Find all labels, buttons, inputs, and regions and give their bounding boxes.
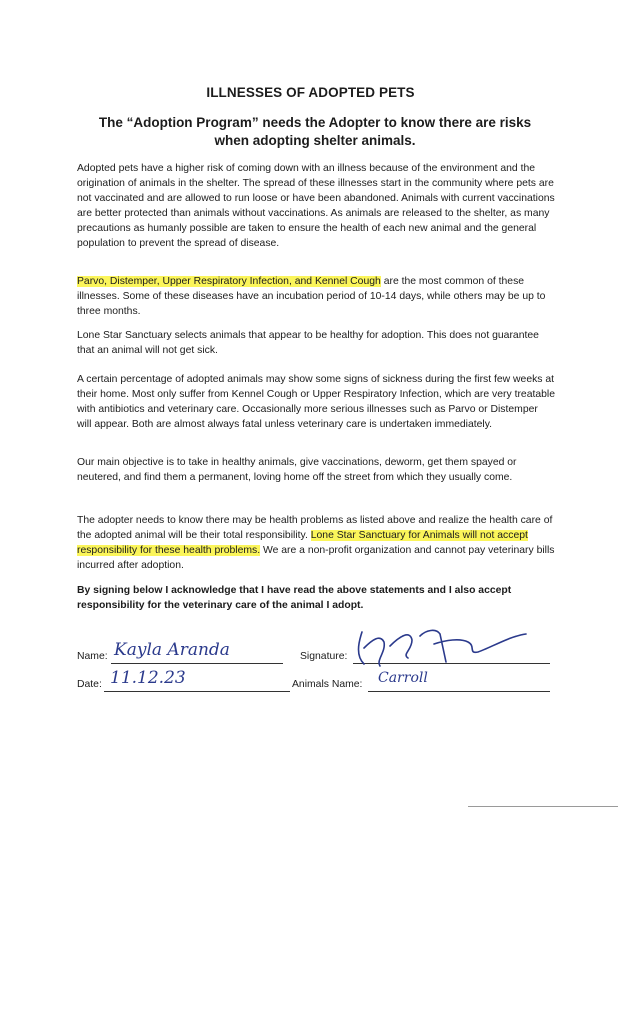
signature-label: Signature: xyxy=(300,651,348,662)
name-label: Name: xyxy=(77,651,108,662)
paragraph-selection: Lone Star Sanctuary selects animals that appear to be healthy for adoption. This does not guarantee that an animal will not get sick. xyxy=(77,330,539,356)
paragraph-common-illnesses xyxy=(77,274,555,319)
name-handwritten: Kayla Aranda xyxy=(114,640,230,660)
signature-handwritten xyxy=(350,622,540,672)
animals-name-line xyxy=(368,691,550,692)
highlight-illness-list: Parvo, Distemper, Upper Respiratory Infection, and Kennel Cough xyxy=(77,276,381,287)
date-handwritten: 11.12.23 xyxy=(110,668,186,688)
date-label: Date: xyxy=(77,679,102,690)
document-title: ILLNESSES OF ADOPTED PETS xyxy=(206,85,415,100)
paragraph-sickness: A certain percentage of adopted animals may show some signs of sickness during the first few weeks at their home. Most only suffer from Kennel Cough or Upper Respiratory Infection, which are very treatable with antibiotics and veterinary care. Occasionally more serious illnesses such as Parvo or Distemper will appear. Both are almost always fatal unless veterinary care is undertaken immediately. xyxy=(77,374,556,430)
paragraph-risk: Adopted pets have a higher risk of coming down with an illness because of the environment and the origination of animals in the shelter. The spread of these illnesses start in the community where pets are not vaccinated and are allowed to run loose or have been abandoned. Animals with current vaccinations are better protected than animals without vaccinations. As animals are released to the shelter, as many precautions as humanly possible are taken to ensure the health of each new animal and the general population to prevent the spread of disease. xyxy=(77,163,555,249)
responsibility-text: The adopter needs to know there may be health problems as listed above and realize the health care of the adopted animal will be their total responsibility. xyxy=(77,515,553,541)
acknowledgement-statement: By signing below I acknowledge that I have read the above statements and I also accept responsibility for the veterinary care of the animal I adopt. xyxy=(77,585,512,611)
nonprofit-text: We are a non-profit organization and cannot pay veterinary bills incurred after adoption. xyxy=(77,545,555,571)
document-subtitle: The “Adoption Program” needs the Adopter to know there are risks when adopting shelter animals. xyxy=(98,115,532,148)
paragraph-incubation-text: are the most common of these illnesses. Some of these diseases have an incubation period of 10-14 days, while others may be up to three months. xyxy=(77,276,546,317)
paragraph-responsibility xyxy=(77,513,555,573)
animals-name-label: Animals Name: xyxy=(292,679,363,690)
highlight-no-responsibility: Lone Star Sanctuary for Animals will not accept responsibility for these health problems. xyxy=(77,530,528,556)
name-line xyxy=(111,663,283,664)
paragraph-objective: Our main objective is to take in healthy animals, give vaccinations, deworm, get them spayed or neutered, and find them a permanent, loving home off the street from which they usually come. xyxy=(77,457,517,483)
date-line xyxy=(104,691,290,692)
scan-edge-rule xyxy=(468,806,618,807)
animals-name-handwritten: Carroll xyxy=(378,670,428,686)
